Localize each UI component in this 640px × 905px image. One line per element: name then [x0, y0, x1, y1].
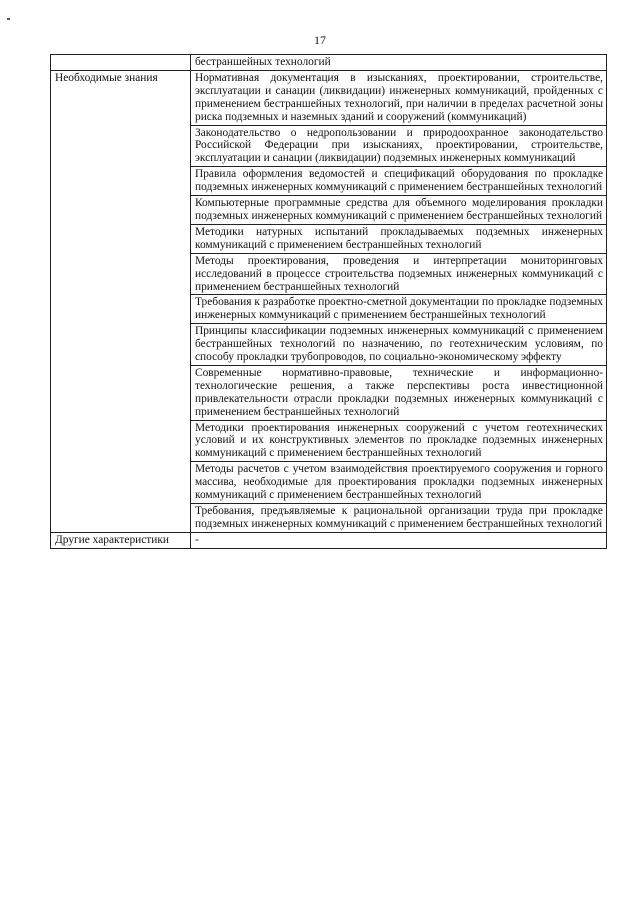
requirements-table — [50, 54, 607, 549]
table-cell: Современные нормативно-правовые, технические и информационно-технологические решения, а также перспективы роста инвестиционной привлекательности отрасли прокладки подземных инженерных коммуникаций с применением бестраншейных технологий — [191, 365, 607, 420]
table-cell: Требования к разработке проектно-сметной документации по прокладке подземных инженерных коммуникаций с применением бестраншейных технологий — [191, 295, 607, 324]
row-label: Необходимые знания — [51, 70, 191, 532]
page-number: 17 — [314, 33, 326, 47]
row-label: Другие характеристики — [51, 532, 191, 548]
table-row — [51, 55, 607, 71]
table-cell: бестраншейных технологий — [191, 55, 607, 71]
table-cell: Принципы классификации подземных инженерных коммуникаций с применением бестраншейных технологий по назначению, по геотехническим условиям, по способу прокладки трубопроводов, по социально-экономическому эффекту — [191, 324, 607, 366]
row-label — [51, 55, 191, 71]
table-cell: Требования, предъявляемые к рациональной организации труда при прокладке подземных инженерных коммуникаций с применением бестраншейных технологий — [191, 504, 607, 533]
table-cell: - — [191, 532, 607, 548]
table-cell: Законодательство о недропользовании и природоохранное законодательство Российской Федерации при изысканиях, проектировании, строительстве, эксплуатации и санации (ликвидации) подземных инженерных коммуникаций — [191, 125, 607, 167]
table-cell: Компьютерные программные средства для объемного моделирования прокладки подземных инженерных коммуникаций с применением бестраншейных технологий — [191, 196, 607, 225]
table-cell: Методы расчетов с учетом взаимодействия проектируемого сооружения и горного массива, необходимые для проектирования прокладки подземных инженерных коммуникаций с применением бестраншейных технологий — [191, 462, 607, 504]
table-row — [51, 532, 607, 548]
table-cell: Нормативная документация в изысканиях, проектировании, строительстве, эксплуатации и санации (ликвидации) инженерных коммуникаций, пройденных с применением бестраншейных технологий, при наличии в пределах расчетной зоны риска подземных и наземных зданий и сооружений (коммуникаций) — [191, 70, 607, 125]
table-cell: Методики проектирования инженерных сооружений с учетом геотехнических условий и их конструктивных элементов по прокладке подземных инженерных коммуникаций с применением бестраншейных технологий — [191, 420, 607, 462]
table-cell: Методики натурных испытаний прокладываемых подземных инженерных коммуникаций с применением бестраншейных технологий — [191, 224, 607, 253]
scan-mark — [7, 18, 10, 20]
table-cell: Методы проектирования, проведения и интерпретации мониторинговых исследований в процессе строительства подземных инженерных коммуникаций с применением бестраншейных технологий — [191, 253, 607, 295]
table-cell: Правила оформления ведомостей и спецификаций оборудования по прокладке подземных инженерных коммуникаций с применением бестраншейных технологий — [191, 167, 607, 196]
table-row — [51, 70, 607, 125]
